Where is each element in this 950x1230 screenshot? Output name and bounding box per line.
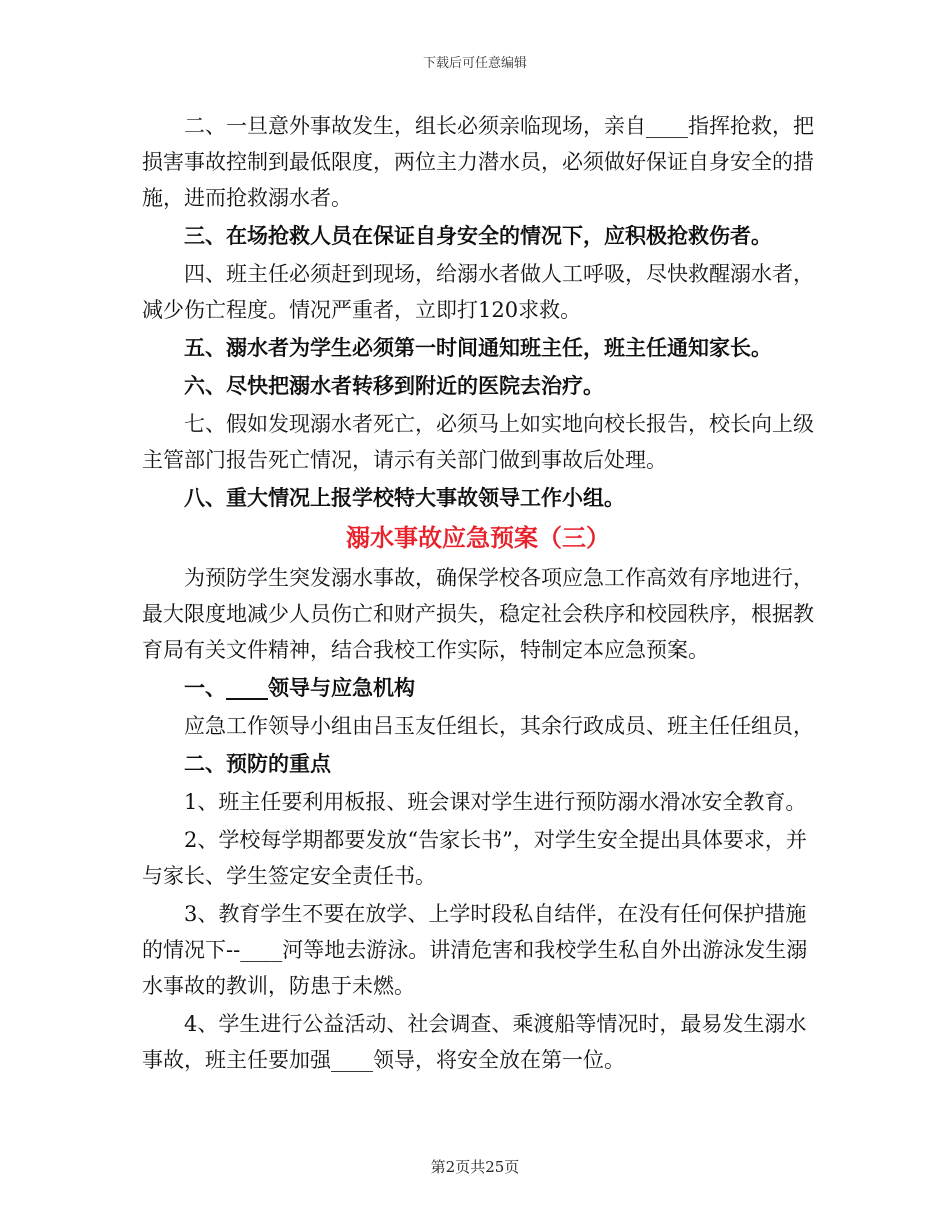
paragraph-step-5: 五、溺水者为学生必须第一时间通知班主任，班主任通知家长。	[184, 335, 772, 360]
paragraph-step-4: 四、班主任必须赶到现场，给溺水者做人工呼吸，尽快救醒溺水者，减少伤亡程度。情况严重者，立即打120求救。	[142, 262, 814, 322]
paragraph-prevention-4: 4、学生进行公益活动、社会调查、乘渡船等情况时，最易发生溺水事故，班主任要加强____领导，将安全放在第一位。	[142, 1012, 807, 1072]
section-title: 溺水事故应急预案（三）	[346, 523, 610, 552]
paragraph-prevention-1: 1、班主任要利用板报、班会课对学生进行预防溺水滑冰安全教育。	[184, 790, 807, 814]
heading-leadership: 一、____领导与应急机构	[184, 675, 415, 700]
bottom-paragraphs	[142, 560, 814, 1078]
paragraph-prevention-3: 3、教育学生不要在放学、上学时段私自结伴，在没有任何保护措施的情况下--____河等地去游泳。讲清危害和我校学生私自外出游泳发生溺水事故的教训，防患于未燃。	[142, 902, 808, 998]
paragraph-step-8: 八、重大情况上报学校特大事故领导工作小组。	[184, 485, 625, 510]
page-footer: 第2页共25页	[430, 1158, 520, 1176]
paragraph-prevention-2: 2、学校每学期都要发放“告家长书”，对学生安全提出具体要求，并与家长、学生签定安全责任书。	[142, 828, 807, 888]
page-header: 下载后可任意编辑	[422, 56, 527, 71]
paragraph-step-3: 三、在场抢救人员在保证自身安全的情况下，应积极抢救伤者。	[184, 223, 772, 248]
paragraph-step-6: 六、尽快把溺水者转移到附近的医院去治疗。	[184, 373, 604, 398]
top-paragraphs	[142, 108, 814, 516]
heading-prevention: 二、预防的重点	[184, 751, 331, 776]
paragraph-intro: 为预防学生突发溺水事故，确保学校各项应急工作高效有序地进行，最大限度地减少人员伤亡和财产损失，稳定社会秩序和校园秩序，根据教育局有关文件精神，结合我校工作实际，特制定本应急预案。	[142, 566, 814, 662]
paragraph-leadership: 应急工作领导小组由吕玉友任组长，其余行政成员、班主任任组员，	[184, 714, 814, 738]
paragraph-step-2: 二、一旦意外事故发生，组长必须亲临现场，亲自____指挥抢救，把损害事故控制到最低限度，两位主力潜水员，必须做好保证自身安全的措施，进而抢救溺水者。	[142, 114, 814, 210]
paragraph-step-7: 七、假如发现溺水者死亡，必须马上如实地向校长报告，校长向上级主管部门报告死亡情况，请示有关部门做到事故后处理。	[142, 412, 814, 472]
document-body	[142, 108, 814, 1080]
